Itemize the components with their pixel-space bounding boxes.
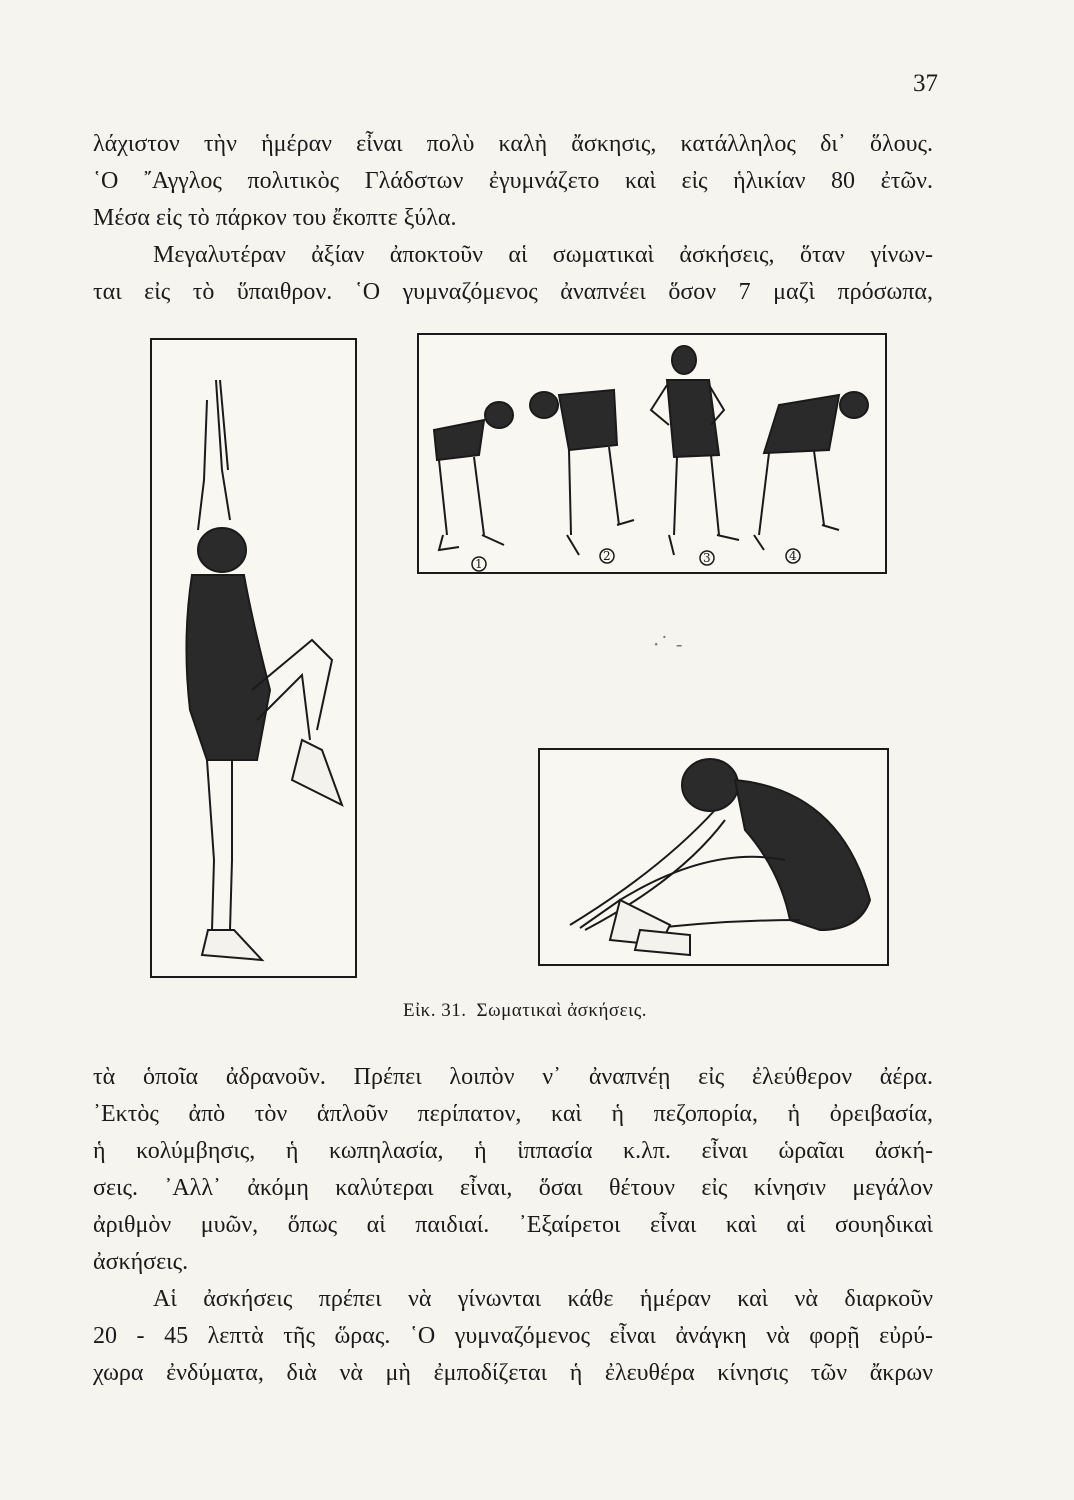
- figure-caption: [360, 1000, 700, 1022]
- text-line: ῾Ο ῎Αγγλος πολιτικὸς Γλάδστων ἐγυμνάζετο καὶ εἰς ἡλικίαν 80 ἐτῶν.: [93, 168, 933, 194]
- text-line: ἡ κολύμβησις, ἡ κωπηλασία, ἡ ἱππασία κ.λπ. εἶναι ὡραῖαι ἀσκή-: [93, 1138, 933, 1164]
- text-line: 20 - 45 λεπτὰ τῆς ὥρας. ῾Ο γυμναζόμενος εἶναι ἀνάγκη νὰ φορῇ εὐρύ-: [93, 1323, 933, 1349]
- bottom-paragraph-block: [93, 1059, 933, 1392]
- step-number-3: 3: [703, 551, 711, 565]
- figure-caption-text: Σωματικαὶ ἀσκήσεις.: [476, 1000, 648, 1021]
- text-line: ἀριθμὸν μυῶν, ὅπως αἱ παιδιαί. ᾽Εξαίρετοι εἶναι καὶ αἱ σουηδικαὶ: [93, 1212, 933, 1238]
- ink-smudge: ·˙ -: [653, 632, 683, 656]
- text-line: λάχιστον τὴν ἡμέραν εἶναι πολὺ καλὴ ἄσκησις, κατάλληλος δι᾽ ὅλους.: [93, 131, 933, 157]
- seated-figure-illustration: [540, 750, 887, 964]
- text-line: ται εἰς τὸ ὕπαιθρον. ῾Ο γυμναζόμενος ἀναπνέει ὅσον 7 μαζὶ πρόσωπα,: [93, 279, 933, 305]
- figure-seated-panel: [538, 748, 889, 966]
- top-paragraph-block: [93, 126, 933, 311]
- text-line: Μεγαλυτέραν ἀξίαν ἀποκτοῦν αἱ σωματικαὶ ἀσκήσεις, ὅταν γίνων-: [153, 242, 933, 268]
- text-line: τὰ ὁποῖα ἀδρανοῦν. Πρέπει λοιπὸν ν᾽ ἀναπνέῃ εἰς ἐλεύθερον ἀέρα.: [93, 1064, 933, 1090]
- bending-figures-illustration: [419, 335, 885, 572]
- figure-bending-panel: [417, 333, 887, 574]
- text-line: χωρα ἐνδύματα, διὰ νὰ μὴ ἐμποδίζεται ἡ ἐλευθέρα κίνησις τῶν ἄκρων: [93, 1360, 933, 1386]
- step-number-4: 4: [789, 549, 797, 563]
- text-line: ἀσκήσεις.: [93, 1249, 189, 1275]
- standing-figure-illustration: [152, 340, 355, 976]
- text-line: σεις. ᾽Αλλ᾽ ἀκόμη καλύτεραι εἶναι, ὅσαι θέτουν εἰς κίνησιν μεγάλον: [93, 1175, 933, 1201]
- step-number-2: 2: [603, 549, 611, 563]
- text-line: Αἱ ἀσκήσεις πρέπει νὰ γίνωνται κάθε ἡμέραν καὶ νὰ διαρκοῦν: [153, 1286, 933, 1312]
- step-number-1: 1: [475, 557, 483, 571]
- text-line: ᾽Εκτὸς ἀπὸ τὸν ἁπλοῦν περίπατον, καὶ ἡ πεζοπορία, ἡ ὀρειβασία,: [93, 1101, 933, 1127]
- text-line: Μέσα εἰς τὸ πάρκον του ἔκοπτε ξύλα.: [93, 205, 457, 231]
- page-number: 37: [913, 70, 938, 97]
- figure-caption-label: Εἰκ. 31.: [402, 1000, 467, 1021]
- figure-standing-panel: [150, 338, 357, 978]
